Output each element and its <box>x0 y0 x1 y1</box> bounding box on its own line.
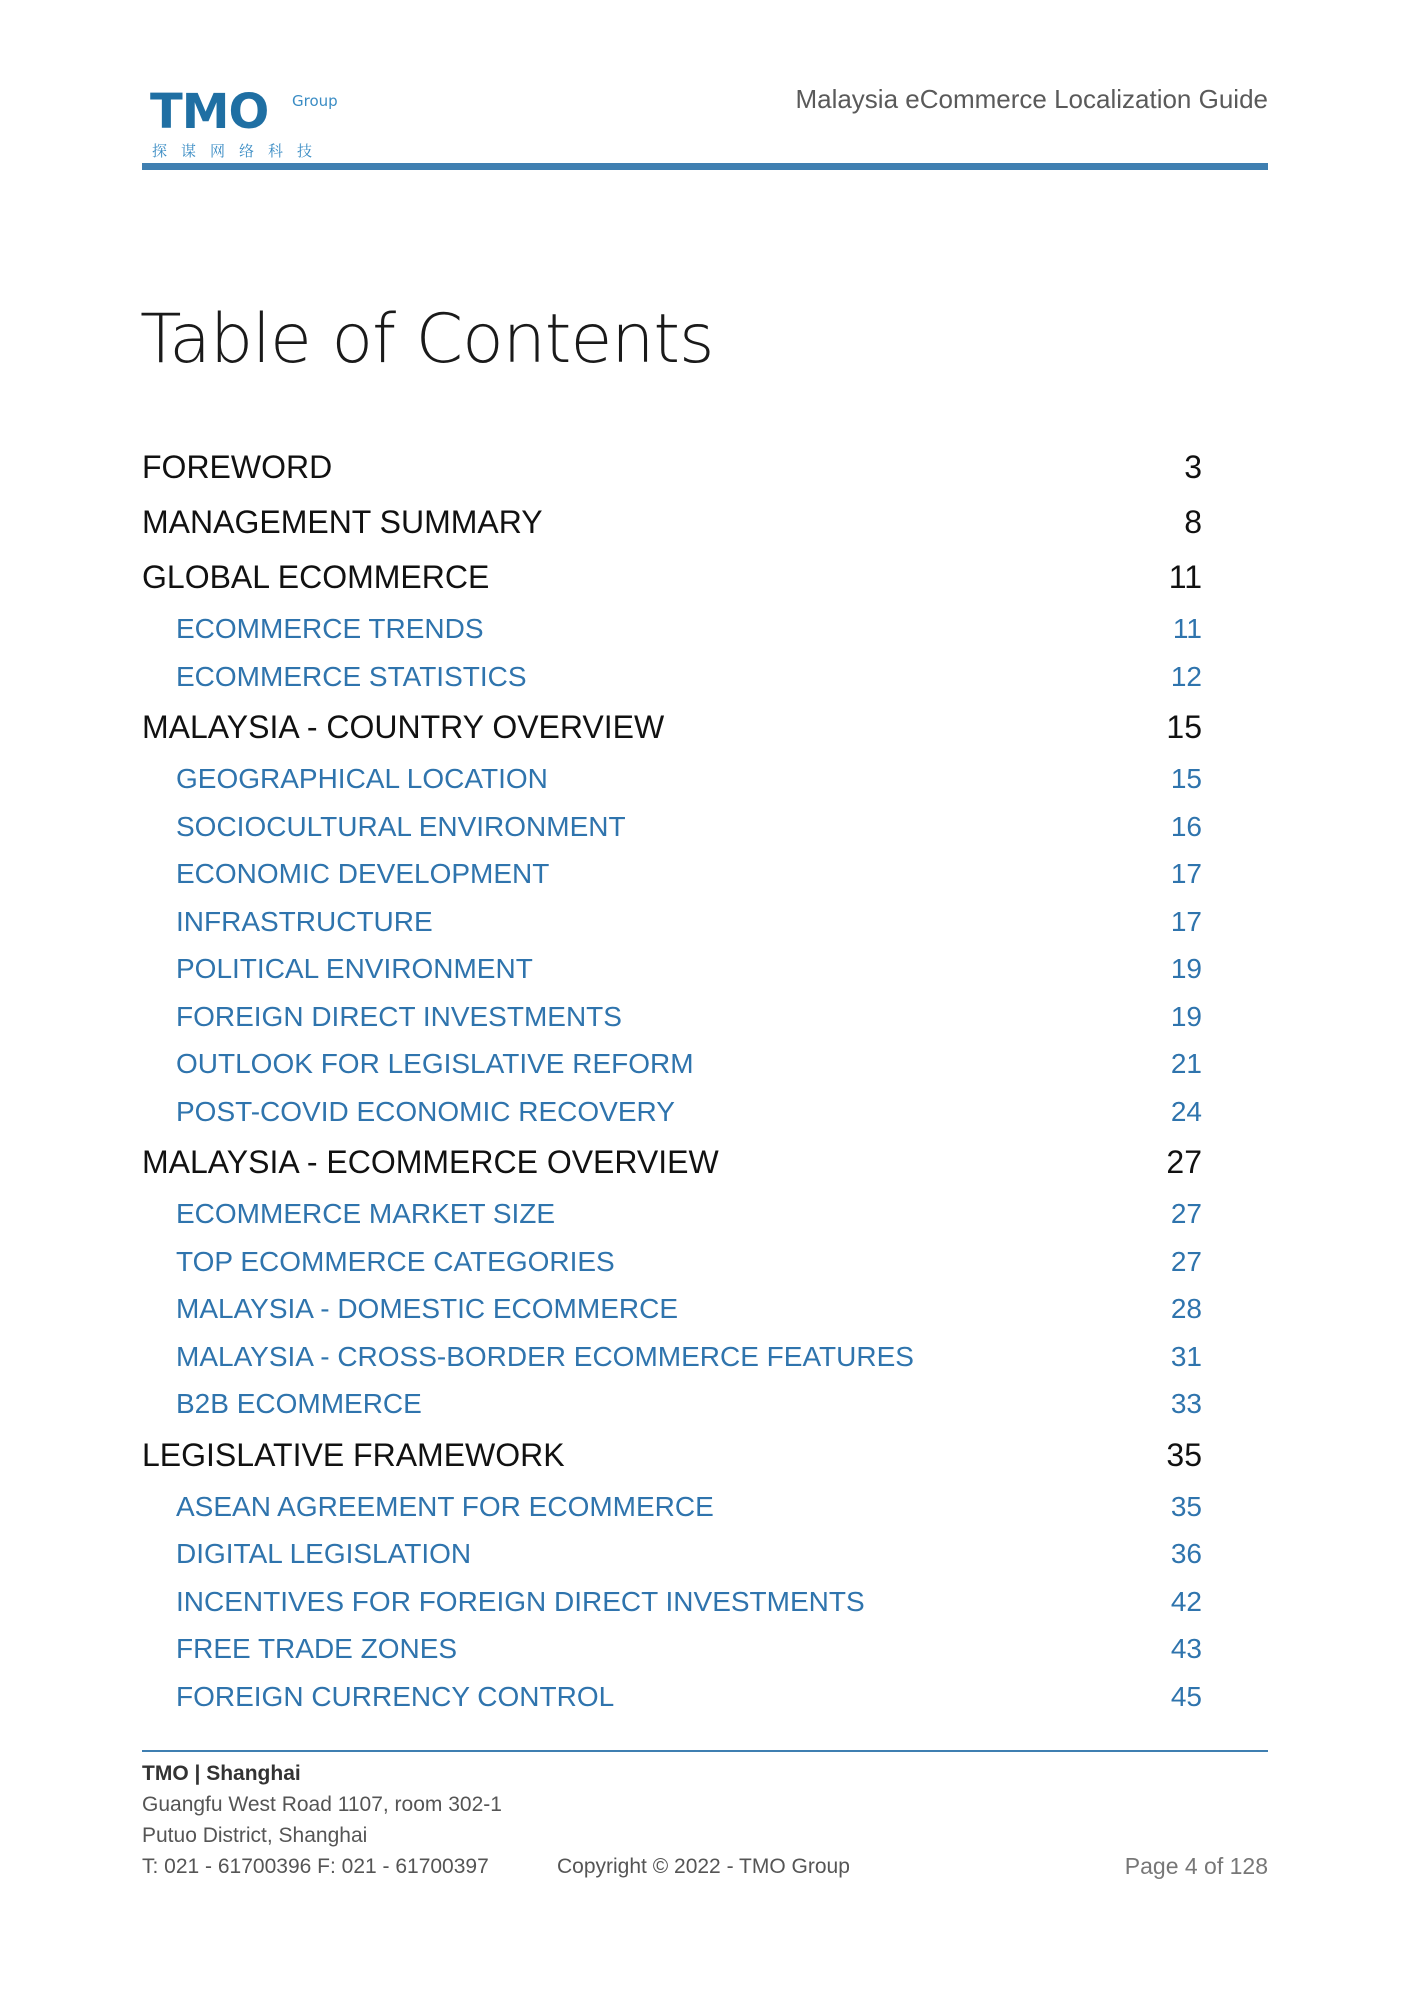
toc-entry-label[interactable]: ECOMMERCE STATISTICS <box>176 660 527 692</box>
toc-subsection-link[interactable] <box>142 1578 1202 1626</box>
toc-subsection-link[interactable] <box>142 653 1202 701</box>
toc-entry-label: MALAYSIA - ECOMMERCE OVERVIEW <box>142 1144 719 1180</box>
toc-subsection-link[interactable] <box>142 1625 1202 1673</box>
toc-entry-page-number[interactable]: 31 <box>1170 1340 1202 1372</box>
toc-subsection-link[interactable] <box>142 850 1202 898</box>
toc-subsection-link[interactable] <box>142 1040 1202 1088</box>
toc-subsection-link[interactable] <box>142 755 1202 803</box>
toc-subsection-link[interactable] <box>142 1088 1202 1136</box>
toc-entry-label: MANAGEMENT SUMMARY <box>142 504 543 540</box>
footer-company: TMO | Shanghai <box>142 1762 301 1785</box>
toc-entry-page-number[interactable]: 12 <box>1170 660 1202 692</box>
toc-entry-label[interactable]: GEOGRAPHICAL LOCATION <box>176 763 548 794</box>
toc-entry-page-number[interactable]: 35 <box>1170 1490 1202 1522</box>
toc-entry-label[interactable]: INFRASTRUCTURE <box>176 905 433 937</box>
toc-entry-page-number[interactable]: 21 <box>1170 1048 1202 1079</box>
toc-section-entry <box>142 495 1202 550</box>
toc-subsection-link[interactable] <box>142 993 1202 1041</box>
header-divider <box>142 163 1268 170</box>
toc-entry-page-number[interactable]: 28 <box>1170 1293 1202 1324</box>
toc-subsection-link[interactable] <box>142 1380 1202 1428</box>
toc-subsection-link[interactable] <box>142 1238 1202 1286</box>
toc-subsection-link[interactable] <box>142 945 1202 993</box>
toc-entry-page-number[interactable]: 19 <box>1170 953 1202 984</box>
toc-entry-label[interactable]: FOREIGN CURRENCY CONTROL <box>176 1680 615 1712</box>
toc-subsection-link[interactable] <box>142 898 1202 946</box>
toc-entry-label: FOREWORD <box>142 449 333 485</box>
toc-entry-label[interactable]: TOP ECOMMERCE CATEGORIES <box>176 1245 615 1277</box>
footer-divider <box>142 1750 1268 1752</box>
footer-copyright: Copyright © 2022 - TMO Group <box>557 1855 850 1878</box>
toc-section-entry <box>142 550 1202 605</box>
page-title: Table of Contents <box>140 300 714 379</box>
footer-phone: T: 021 - 61700396 F: 021 - 61700397 <box>142 1855 489 1878</box>
toc-entry-label[interactable]: MALAYSIA - DOMESTIC ECOMMERCE <box>176 1293 678 1324</box>
toc-entry-label[interactable]: ASEAN AGREEMENT FOR ECOMMERCE <box>176 1490 714 1522</box>
logo-wordmark: TMO <box>150 84 269 140</box>
toc-entry-page-number[interactable]: 36 <box>1170 1538 1202 1569</box>
toc-entry-page-number[interactable]: 24 <box>1170 1095 1202 1127</box>
toc-entry-label[interactable]: ECOMMERCE MARKET SIZE <box>176 1198 556 1229</box>
toc-section-entry <box>142 440 1202 495</box>
toc-subsection-link[interactable] <box>142 1673 1202 1721</box>
toc-entry-page-number: 8 <box>1184 504 1202 540</box>
logo-chinese-text: 探谋网络科技 <box>152 142 327 160</box>
toc-entry-label[interactable]: ECONOMIC DEVELOPMENT <box>176 858 550 889</box>
toc-entry-page-number[interactable]: 17 <box>1170 905 1202 937</box>
toc-entry-page-number[interactable]: 19 <box>1170 1000 1202 1032</box>
toc-entry-label[interactable]: B2B ECOMMERCE <box>176 1388 422 1419</box>
document-title: Malaysia eCommerce Localization Guide <box>795 84 1268 114</box>
toc-entry-label[interactable]: SOCIOCULTURAL ENVIRONMENT <box>176 810 626 842</box>
toc-entry-label[interactable]: ECOMMERCE TRENDS <box>176 613 484 644</box>
page-number: Page 4 of 128 <box>1124 1853 1268 1879</box>
toc-entry-page-number[interactable]: 16 <box>1170 810 1202 842</box>
toc-subsection-link[interactable] <box>142 1285 1202 1333</box>
toc-section-entry <box>142 700 1202 755</box>
toc-entry-page-number[interactable]: 43 <box>1170 1633 1202 1664</box>
toc-subsection-link[interactable] <box>142 605 1202 653</box>
toc-subsection-link[interactable] <box>142 1483 1202 1531</box>
toc-entry-label: GLOBAL ECOMMERCE <box>142 559 490 595</box>
toc-entry-page-number[interactable]: 42 <box>1170 1585 1202 1617</box>
toc-subsection-link[interactable] <box>142 1190 1202 1238</box>
toc-entry-label[interactable]: MALAYSIA - CROSS-BORDER ECOMMERCE FEATURES <box>176 1340 914 1372</box>
toc-entry-page-number[interactable]: 27 <box>1170 1245 1202 1277</box>
logo-group-text: Group <box>292 92 338 110</box>
toc-entry-page-number: 11 <box>1168 559 1202 595</box>
toc-subsection-link[interactable] <box>142 1530 1202 1578</box>
toc-entry-label: LEGISLATIVE FRAMEWORK <box>142 1436 565 1473</box>
toc-entry-label[interactable]: INCENTIVES FOR FOREIGN DIRECT INVESTMENTS <box>176 1585 865 1617</box>
toc-entry-page-number: 27 <box>1166 1144 1202 1180</box>
toc-entry-page-number[interactable]: 45 <box>1170 1680 1202 1712</box>
toc-entry-page-number[interactable]: 27 <box>1170 1198 1202 1229</box>
footer-address-line1: Guangfu West Road 1107, room 302-1 <box>142 1793 502 1816</box>
toc-entry-page-number[interactable]: 15 <box>1170 763 1202 794</box>
toc-entry-page-number: 35 <box>1166 1436 1202 1473</box>
toc-entry-label[interactable]: POLITICAL ENVIRONMENT <box>176 953 533 984</box>
toc-entry-page-number[interactable]: 33 <box>1170 1388 1202 1419</box>
toc-entry-page-number: 3 <box>1184 449 1202 485</box>
toc-entry-label: MALAYSIA - COUNTRY OVERVIEW <box>142 709 665 745</box>
toc-section-entry <box>142 1135 1202 1190</box>
toc-entry-label[interactable]: DIGITAL LEGISLATION <box>176 1538 472 1569</box>
toc-entry-label[interactable]: FOREIGN DIRECT INVESTMENTS <box>176 1000 622 1032</box>
toc-entry-page-number: 15 <box>1166 709 1202 745</box>
toc-entry-label[interactable]: POST-COVID ECONOMIC RECOVERY <box>176 1095 675 1127</box>
toc-entry-label[interactable]: OUTLOOK FOR LEGISLATIVE REFORM <box>176 1048 694 1079</box>
page-footer <box>142 1758 1268 1888</box>
tmo-group-logo <box>150 84 370 160</box>
toc-entry-label[interactable]: FREE TRADE ZONES <box>176 1633 458 1664</box>
toc-entry-page-number[interactable]: 11 <box>1172 613 1202 644</box>
table-of-contents <box>142 440 1202 1720</box>
toc-entry-page-number[interactable]: 17 <box>1170 858 1202 889</box>
toc-subsection-link[interactable] <box>142 1333 1202 1381</box>
toc-subsection-link[interactable] <box>142 803 1202 851</box>
toc-section-entry <box>142 1428 1202 1483</box>
footer-address-line2: Putuo District, Shanghai <box>142 1824 368 1847</box>
